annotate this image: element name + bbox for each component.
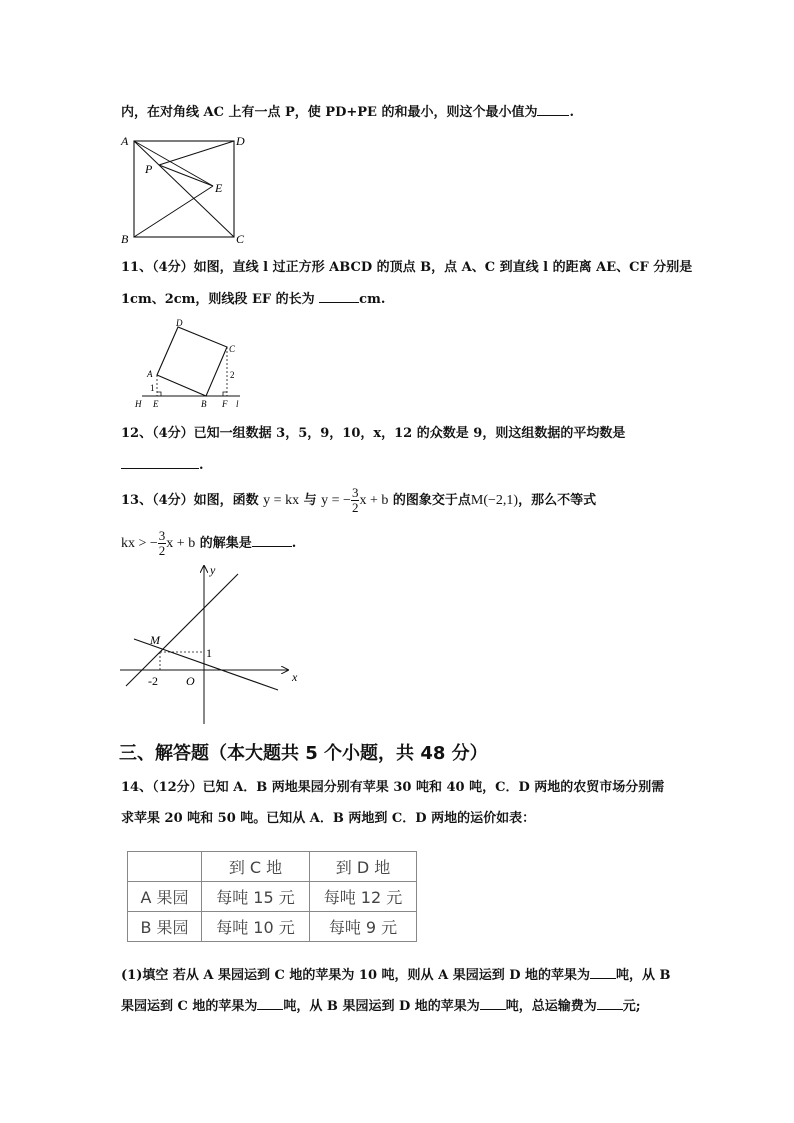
- fraction-denominator: 2: [158, 543, 166, 558]
- q11-line2-text: 1cm、2cm，则线段 EF 的长为: [121, 292, 315, 307]
- fraction-numerator: 3: [351, 485, 359, 500]
- freight-table: [127, 851, 417, 942]
- q14-part1-text: (1)填空 若从 A 果园运到 C 地的苹果为 10 吨，则从 A 果园运到 D 地的苹果为: [121, 968, 591, 983]
- label-o: O: [186, 674, 195, 688]
- segment-pe: [159, 165, 213, 186]
- answer-blank: [537, 103, 569, 116]
- q13-graph: [116, 560, 296, 728]
- q14-part1-line1: [121, 966, 671, 985]
- q11-line2: [121, 290, 385, 309]
- label-d: D: [236, 134, 245, 148]
- label-neg2: -2: [148, 674, 158, 688]
- q10-figure: [115, 130, 255, 250]
- square-abcd: [157, 327, 227, 396]
- label-m: M: [150, 633, 160, 647]
- right-angle-e: [157, 392, 161, 396]
- segment-pd: [159, 141, 234, 165]
- label-c: C: [229, 344, 236, 354]
- q14-part1-text: 吨，总运输费为: [505, 999, 597, 1014]
- label-e: E: [153, 399, 159, 409]
- q13-and: 与: [303, 493, 317, 508]
- label-one: 1: [150, 383, 155, 393]
- q14-part1-text: 元;: [622, 999, 641, 1014]
- function-2-suffix: x + b: [359, 493, 389, 508]
- q13-then: ，那么不等式: [518, 493, 597, 508]
- label-h: H: [135, 399, 142, 409]
- label-one: 1: [206, 646, 212, 660]
- q14-part1-text: 果园运到 C 地的苹果为: [121, 999, 258, 1014]
- label-b: B: [201, 399, 207, 409]
- q13-intersect: 的图象交于点: [392, 493, 471, 508]
- q10-period: .: [569, 105, 574, 120]
- label-p: P: [145, 162, 153, 176]
- q11-line1: 11、（4分）如图，直线 l 过正方形 ABCD 的顶点 B，点 A、C 到直线 l 的距离 AE、CF 分别是: [121, 260, 693, 275]
- table-cell: 每吨 10 元: [202, 912, 310, 942]
- answer-blank: [597, 997, 623, 1010]
- label-c: C: [236, 232, 245, 246]
- answer-blank: [480, 997, 506, 1010]
- answer-blank: [257, 997, 283, 1010]
- q14-part1-text: 吨，从 B: [616, 968, 671, 983]
- label-d: D: [176, 318, 183, 328]
- q11-unit: cm.: [359, 292, 386, 307]
- label-x: x: [292, 670, 298, 684]
- point-m: M(−2,1): [470, 493, 519, 508]
- q14-part1-line2: [121, 997, 641, 1016]
- q13-period: .: [291, 536, 297, 551]
- q14-line2: 求苹果 20 吨和 50 吨。已知从 A．B 两地到 C．D 两地的运价如表：: [121, 811, 536, 826]
- table-cell: A 果园: [128, 882, 202, 912]
- q14-line1: 14、（12分）已知 A．B 两地果园分别有苹果 30 吨和 40 吨，C．D 两地的农贸市场分别需: [121, 780, 665, 795]
- label-f: F: [222, 399, 228, 409]
- answer-blank: [252, 534, 292, 547]
- inequality-suffix: x + b: [166, 536, 196, 551]
- answer-blank: [590, 966, 616, 979]
- label-a: A: [121, 134, 129, 148]
- answer-blank: [319, 290, 359, 303]
- q10-text: [121, 103, 574, 122]
- table-cell: B 果园: [128, 912, 202, 942]
- fraction-denominator: 2: [351, 500, 359, 515]
- line-y-kx: [126, 574, 238, 686]
- fraction-numerator: 3: [158, 528, 166, 543]
- q12-period: .: [199, 458, 204, 473]
- inequality-prefix: kx > −: [121, 536, 158, 551]
- label-y: y: [210, 563, 216, 577]
- label-l: l: [236, 399, 239, 409]
- table-cell: 每吨 9 元: [310, 912, 417, 942]
- q13-intro: 13、（4分）如图，函数: [121, 493, 259, 508]
- q13-line2: [121, 527, 296, 561]
- label-b: B: [121, 232, 129, 246]
- function-2-prefix: y = −: [321, 493, 351, 508]
- table-cell: 每吨 12 元: [310, 882, 417, 912]
- label-e: E: [215, 181, 223, 195]
- table-cell: [128, 852, 202, 882]
- answer-blank: [121, 456, 199, 469]
- q12-line2: [121, 456, 204, 475]
- function-1: y = kx: [263, 493, 300, 508]
- segment-be: [134, 186, 213, 237]
- table-cell: 每吨 15 元: [202, 882, 310, 912]
- table-row: [128, 912, 417, 942]
- right-angle-f: [223, 392, 227, 396]
- table-header-row: [128, 852, 417, 882]
- table-cell: 到 D 地: [310, 852, 417, 882]
- q12-line1: 12、（4分）已知一组数据 3，5，9，10，x，12 的众数是 9，则这组数据的平均数是: [121, 426, 626, 441]
- q14-part1-text: 吨，从 B 果园运到 D 地的苹果为: [283, 999, 480, 1014]
- q13-solution: 的解集是: [199, 536, 252, 551]
- label-two: 2: [230, 370, 235, 380]
- table-row: [128, 882, 417, 912]
- label-a: A: [147, 369, 153, 379]
- q11-figure: [130, 316, 250, 412]
- q13-line1: [121, 484, 596, 518]
- q10-text-main: 内，在对角线 AC 上有一点 P，使 PD+PE 的和最小，则这个最小值为: [121, 105, 538, 120]
- table-cell: 到 C 地: [202, 852, 310, 882]
- section-title: 三、解答题（本大题共 5 个小题，共 48 分）: [119, 743, 488, 764]
